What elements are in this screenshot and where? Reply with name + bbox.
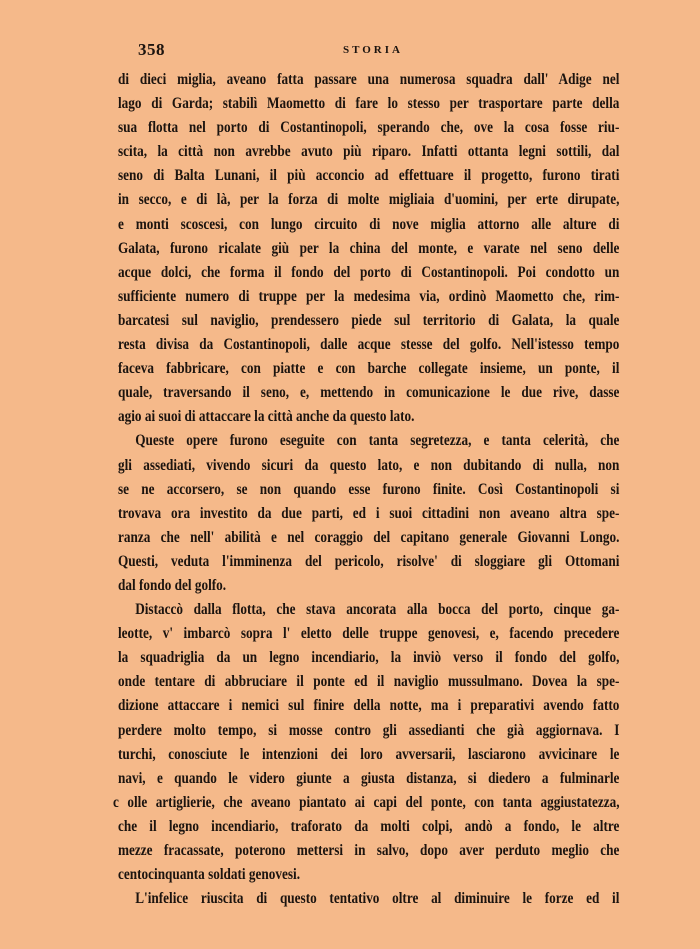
text-line: navi, e quando le videro giunte a giusta distanza, si diedero a fulminarle: [118, 769, 620, 787]
text-line: ranza che nell' abilità e nel coraggio del capitano generale Giovanni Longo.: [118, 528, 620, 546]
text-line: quale, traversando il seno, e, mettendo in comunicazione le due rive, dasse: [118, 384, 620, 402]
body-text: [113, 68, 620, 911]
text-line: mezze fracassate, poterono mettersi in salvo, dopo aver perduto meglio che: [118, 842, 620, 859]
text-line: onde tentare di abbruciare il ponte ed il naviglio mussulmano. Dovea la spe-: [118, 673, 620, 691]
text-line: acque dolci, che forma il fondo del porto di Costantinopoli. Poi condotto un: [118, 263, 620, 281]
text-line: trovava ora investito da due parti, ed i suoi cittadini non aveano altra spe-: [118, 504, 620, 522]
text-line: leotte, v' imbarcò sopra l' eletto delle truppe genovesi, e, facendo precedere: [118, 625, 620, 643]
text-line: se ne accorsero, se non quando esse furono finite. Così Costantinopoli si: [118, 480, 620, 498]
text-line: e monti scoscesi, con lungo circuito di nove miglia attorno alle alture di: [118, 215, 620, 233]
paragraph-end-line: dal fondo del golfo.: [118, 576, 227, 594]
text-line: sufficiente numero di truppe per la medesima via, ordinò Maometto che, rim-: [118, 287, 620, 305]
paragraph-end-line: centocinquanta soldati genovesi.: [118, 866, 301, 884]
text-line: lago di Garda; stabilì Maometto di fare lo stesso per trasportare parte della: [118, 95, 620, 113]
text-line: sua flotta nel porto di Costantinopoli, sperando che, ove la cosa fosse riu-: [118, 119, 620, 137]
text-line: perdere molto tempo, si mosse contro gli assedianti che già aggiornava. I: [118, 721, 620, 739]
text-line: gli assediati, vivendo sicuri da questo lato, e non dubitando di nulla, non: [118, 456, 620, 474]
paragraph-end-line: agio ai suoi di attaccare la città anche da questo lato.: [118, 408, 415, 426]
text-line: turchi, conosciute le intenzioni dei loro avversarii, lasciarono avvicinare le: [118, 745, 620, 763]
text-line: faceva fabbricare, con piatte e con barche collegate insieme, un ponte, il: [118, 360, 620, 378]
paragraph-start-line: L'infelice riuscita di questo tentativo oltre al diminuire le forze ed il: [135, 890, 620, 908]
text-line: c olle artiglierie, che aveano piantato ai capi del ponte, con tanta aggiustatezza,: [113, 793, 620, 811]
text-line: dizione attaccare i nemici sul finire della notte, ma i preparativi avendo fatto: [118, 697, 620, 715]
text-line: seno di Balta Lunani, il più acconcio ad effettuare il progetto, furono tirati: [118, 167, 620, 185]
text-line: Galata, furono ricalate giù per la china del monte, e varate nel seno delle: [118, 239, 620, 257]
text-line: Questi, veduta l'imminenza del pericolo, risolve' di sloggiare gli Ottomani: [118, 552, 620, 570]
running-title: STORIA: [343, 44, 403, 56]
text-line: di dieci miglia, aveano fatta passare una numerosa squadra dall' Adige nel: [118, 71, 620, 88]
text-line: che il legno incendiario, traforato da molti colpi, andò a fondo, le altre: [118, 817, 620, 835]
text-line: in secco, e di là, per la forza di molte migliaia d'uomini, per erte dirupate,: [118, 191, 620, 209]
paragraph-start-line: Distaccò dalla flotta, che stava ancorata alla bocca del porto, cinque ga-: [135, 601, 620, 619]
text-line: la squadriglia da un legno incendiario, la inviò verso il fondo del golfo,: [118, 649, 620, 667]
paragraph-start-line: Queste opere furono eseguite con tanta segretezza, e tanta celerità, che: [135, 432, 620, 450]
text-line: barcatesi sul naviglio, prendessero piede sul territorio di Galata, la quale: [118, 311, 620, 329]
text-line: resta divisa da Costantinopoli, dalle acque stesse del golfo. Nell'istesso tempo: [118, 336, 620, 354]
page-header: [138, 40, 620, 64]
text-line: scita, la città non avrebbe avuto più riparo. Infatti ottanta legni sottili, dal: [118, 143, 620, 161]
page-number: 358: [138, 40, 165, 59]
